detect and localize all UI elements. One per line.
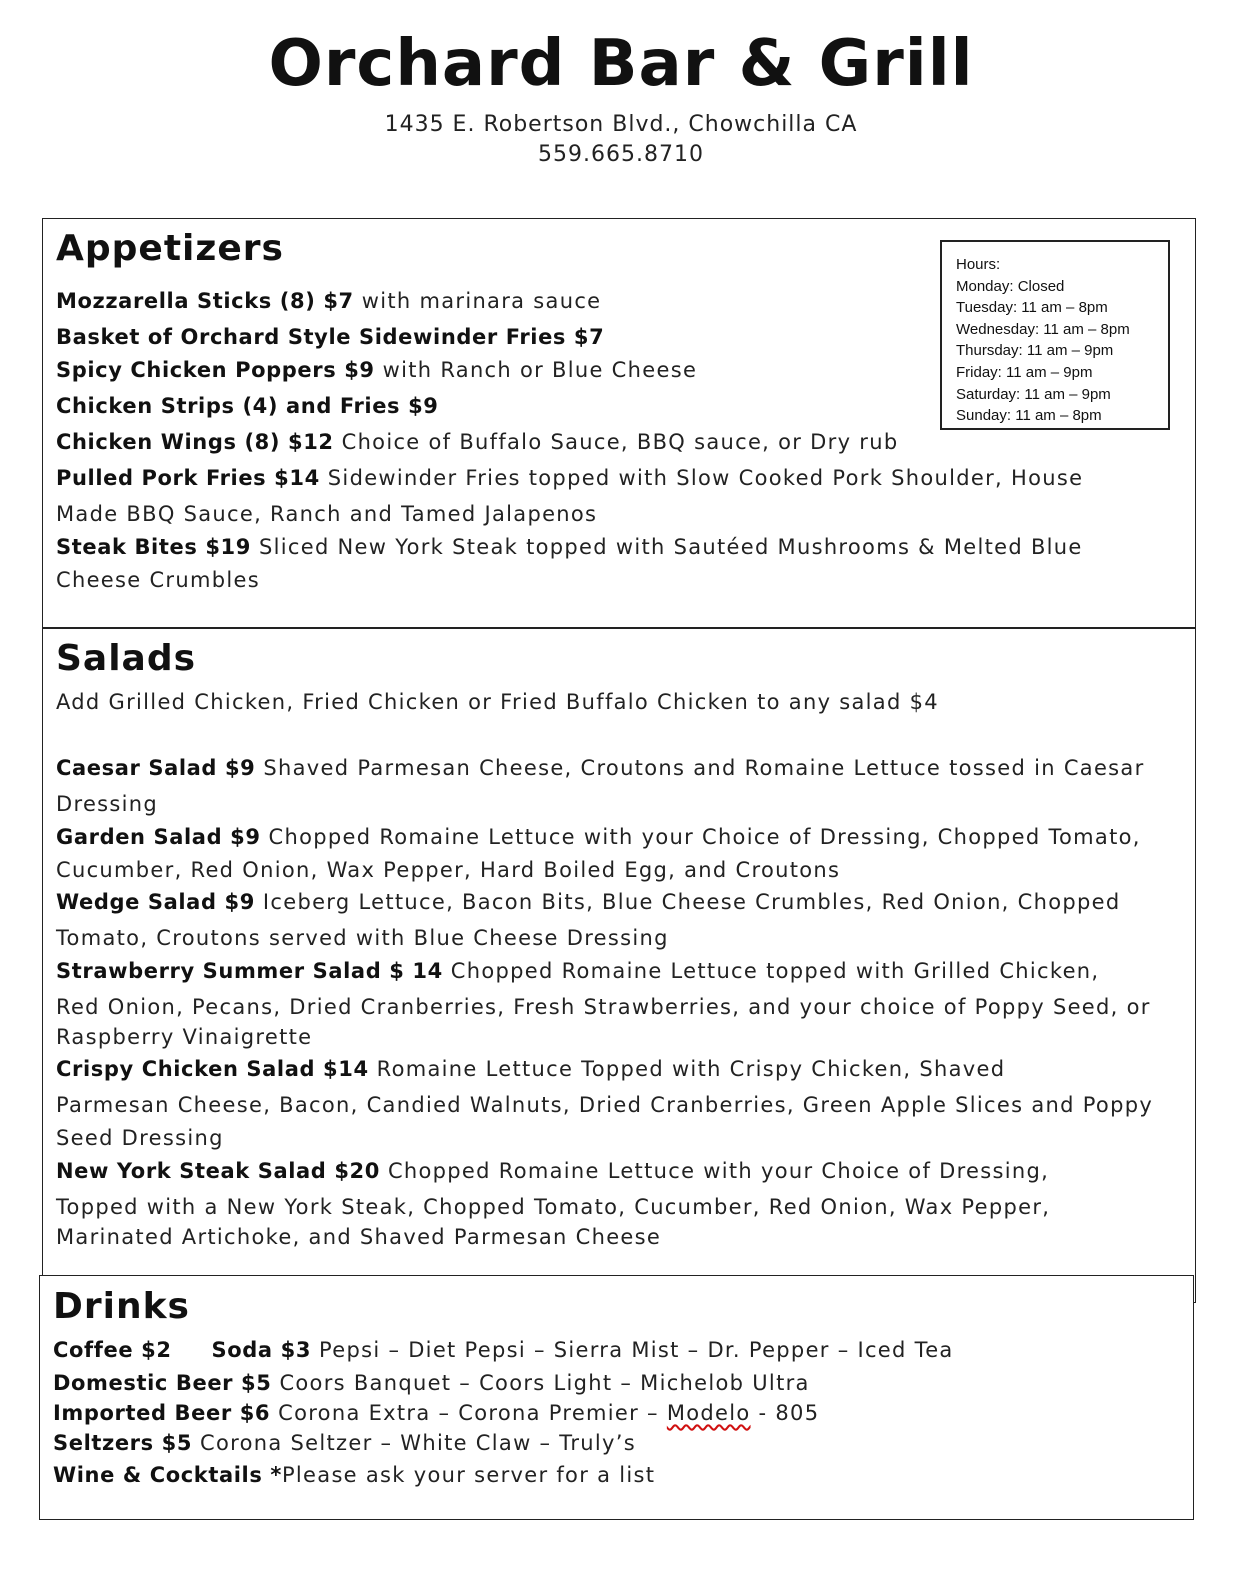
coffee-item: Coffee $2 bbox=[53, 1338, 172, 1362]
hours-line: Friday: 11 am – 9pm bbox=[956, 363, 1093, 381]
menu-item: Mozzarella Sticks (8) $7 with marinara sauce bbox=[56, 289, 602, 313]
menu-item: Basket of Orchard Style Sidewinder Fries $7 bbox=[56, 325, 605, 349]
menu-item: Steak Bites $19 Sliced New York Steak topped with Sautéed Mushrooms & Melted Blue bbox=[56, 535, 1083, 559]
hours-line: Wednesday: 11 am – 8pm bbox=[956, 320, 1130, 338]
menu-item-continued: Raspberry Vinaigrette bbox=[56, 1025, 313, 1049]
menu-item-continued: Cheese Crumbles bbox=[56, 568, 260, 592]
menu-item: Chicken Strips (4) and Fries $9 bbox=[56, 394, 439, 418]
menu-item-continued: Made BBQ Sauce, Ranch and Tamed Jalapenos bbox=[56, 502, 598, 526]
spellcheck-word: Modelo bbox=[666, 1401, 751, 1425]
appetizers-heading: Appetizers bbox=[56, 228, 284, 269]
soda-item: Soda $3 bbox=[211, 1338, 312, 1362]
hours-box bbox=[940, 240, 1170, 430]
coffee-soda-line: Coffee $2 Soda $3 Pepsi – Diet Pepsi – Sierra Mist – Dr. Pepper – Iced Tea bbox=[53, 1338, 954, 1362]
menu-item-continued: Seed Dressing bbox=[56, 1126, 224, 1150]
menu-item-continued: Marinated Artichoke, and Shaved Parmesan Cheese bbox=[56, 1225, 662, 1249]
restaurant-phone: 559.665.8710 bbox=[538, 142, 704, 167]
salads-heading: Salads bbox=[56, 638, 197, 679]
menu-item-continued: Topped with a New York Steak, Chopped Tomato, Cucumber, Red Onion, Wax Pepper, bbox=[56, 1195, 1051, 1219]
menu-item: Caesar Salad $9 Shaved Parmesan Cheese, Croutons and Romaine Lettuce tossed in Caesar bbox=[56, 756, 1145, 780]
menu-item-continued: Parmesan Cheese, Bacon, Candied Walnuts, Dried Cranberries, Green Apple Slices and Poppy bbox=[56, 1093, 1154, 1117]
menu-item-continued: Red Onion, Pecans, Dried Cranberries, Fresh Strawberries, and your choice of Poppy Seed, or bbox=[56, 995, 1151, 1019]
hours-line: Saturday: 11 am – 9pm bbox=[956, 385, 1111, 403]
salad-note: Add Grilled Chicken, Fried Chicken or Fried Buffalo Chicken to any salad $4 bbox=[56, 690, 939, 714]
menu-item: Pulled Pork Fries $14 Sidewinder Fries topped with Slow Cooked Pork Shoulder, House bbox=[56, 466, 1084, 490]
wine-cocktails-line: Wine & Cocktails *Please ask your server for a list bbox=[53, 1463, 656, 1487]
menu-item: Strawberry Summer Salad $ 14 Chopped Romaine Lettuce topped with Grilled Chicken, bbox=[56, 959, 1100, 983]
menu-item: Crispy Chicken Salad $14 Romaine Lettuce Topped with Crispy Chicken, Shaved bbox=[56, 1057, 1006, 1081]
menu-item: Garden Salad $9 Chopped Romaine Lettuce with your Choice of Dressing, Chopped Tomato, bbox=[56, 825, 1141, 849]
domestic-beer-line: Domestic Beer $5 Coors Banquet – Coors Light – Michelob Ultra bbox=[53, 1371, 810, 1395]
hours-line: Sunday: 11 am – 8pm bbox=[956, 407, 1102, 425]
restaurant-address: 1435 E. Robertson Blvd., Chowchilla CA bbox=[384, 112, 858, 137]
menu-item-continued: Tomato, Croutons served with Blue Cheese Dressing bbox=[56, 926, 669, 950]
hours-line: Thursday: 11 am – 9pm bbox=[956, 342, 1114, 360]
menu-item: New York Steak Salad $20 Chopped Romaine Lettuce with your Choice of Dressing, bbox=[56, 1159, 1050, 1183]
hours-line: Monday: Closed bbox=[956, 277, 1065, 295]
restaurant-name: Orchard Bar & Grill bbox=[268, 27, 974, 101]
hours-title: Hours: bbox=[956, 256, 1001, 273]
menu-item-continued: Dressing bbox=[56, 792, 159, 816]
hours-line: Tuesday: 11 am – 8pm bbox=[956, 299, 1108, 317]
menu-item: Chicken Wings (8) $12 Choice of Buffalo Sauce, BBQ sauce, or Dry rub bbox=[56, 430, 899, 454]
seltzers-line: Seltzers $5 Corona Seltzer – White Claw – Truly’s bbox=[53, 1431, 636, 1455]
menu-item-continued: Cucumber, Red Onion, Wax Pepper, Hard Boiled Egg, and Croutons bbox=[56, 858, 841, 882]
drinks-heading: Drinks bbox=[53, 1286, 190, 1327]
imported-beer-line: Imported Beer $6 Corona Extra – Corona Premier – Modelo - 805 bbox=[53, 1401, 820, 1425]
menu-item: Wedge Salad $9 Iceberg Lettuce, Bacon Bits, Blue Cheese Crumbles, Red Onion, Chopped bbox=[56, 890, 1121, 914]
menu-item: Spicy Chicken Poppers $9 with Ranch or Blue Cheese bbox=[56, 358, 698, 382]
